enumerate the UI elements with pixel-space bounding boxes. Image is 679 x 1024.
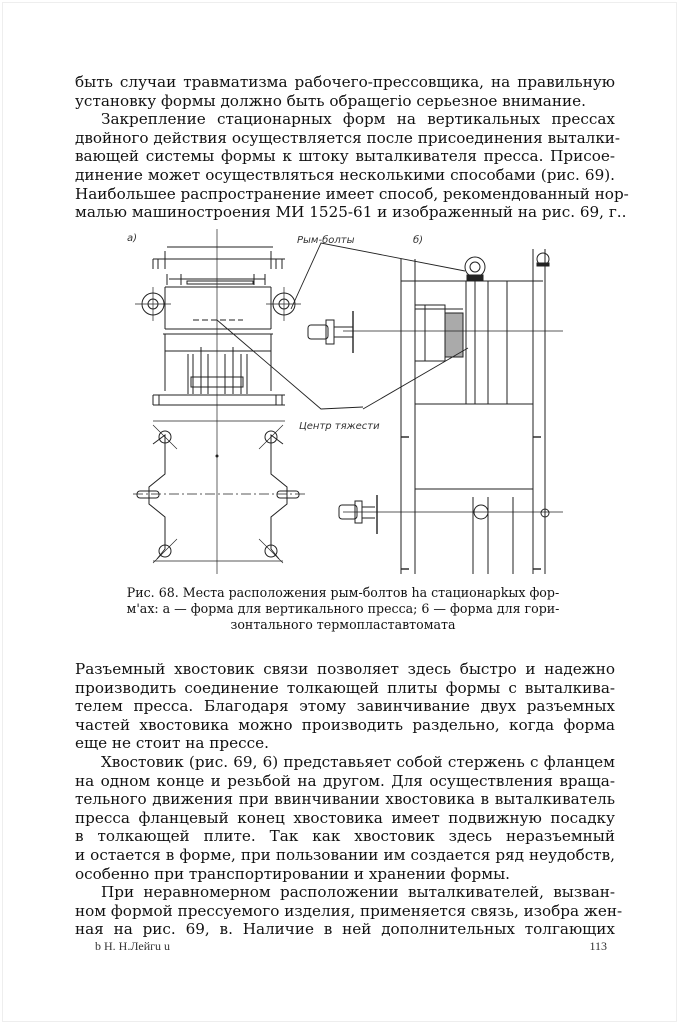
text-line: еще не стоит на прессе. xyxy=(75,734,269,753)
paragraph xyxy=(75,110,629,222)
drawing-a-plan-view xyxy=(133,421,305,563)
text-line: вающей системы формы к штоку выталкивателя пресса. Присое- xyxy=(75,147,615,166)
text-line: Хвостовик (рис. 69, 6) представьяет собой стержень с фланцем xyxy=(101,752,615,771)
text-line: особенно при транспортировании и хранении формы. xyxy=(75,864,511,883)
paragraph xyxy=(75,883,623,939)
figure-caption xyxy=(115,585,571,633)
caption-line: Рис. 68. Места расположения рым-болтов hа стационарkых фор- xyxy=(126,585,560,600)
text-line: ном формой прессуемого изделия, применяется связь, изобра жен- xyxy=(75,901,623,920)
label-center-of-gravity: Центр тяжести xyxy=(299,421,380,432)
text-line: малью машиностроения МИ 1525-61 и изображенный на рис. 69, г.. xyxy=(75,203,627,222)
page-footer xyxy=(95,939,615,955)
text-line: в толкающей плите. Так как хвостовик здесь неразъемный xyxy=(75,827,615,846)
text-line: и остается в форме, при пользовании им создается ряд неудобств, xyxy=(75,845,615,864)
bottom-text-block xyxy=(75,660,623,939)
text-line: При неравномерном расположении выталкивателей, вызван- xyxy=(101,883,615,902)
document-page xyxy=(2,2,677,1022)
paragraph xyxy=(75,73,615,110)
drawing-b-horizontal-mold xyxy=(308,249,563,574)
caption-line: м'ах: а — форма для вертикального пресса; 6 — форма для гори- xyxy=(126,601,560,616)
text-line: Разъемный хвостовик связи позволяет здесь быстро и надежно xyxy=(75,660,615,678)
text-line: установку формы должно быть обращегio серьезное внимание. xyxy=(75,91,586,110)
text-line: частей хвостовика можно производить раздельно, когда форма xyxy=(75,715,615,734)
paragraph xyxy=(75,753,615,883)
text-line: на одном конце и резьбой на другом. Для осуществления враща- xyxy=(75,771,615,790)
label-b: б) xyxy=(413,235,424,246)
text-line: тельного движения при ввинчивании хвостовика в выталкиватель xyxy=(75,790,615,809)
drawing-a-side-view xyxy=(135,229,301,574)
page-number: 113 xyxy=(589,939,607,953)
label-eyebolts: Рым-болты xyxy=(297,235,355,246)
text-line: производить соединение толкающей плиты формы с выталкива- xyxy=(75,678,615,697)
text-line: пресса фланцевый конец хвостовика имеет подвижную посадку xyxy=(75,808,615,827)
text-line: двойного действия осуществляется после присоединения выталки- xyxy=(75,128,621,147)
text-line: ная на рис. 69, в. Наличие в ней дополнительных толгающих xyxy=(75,920,615,939)
paragraph xyxy=(75,660,615,753)
text-line: Закрепление стационарных форм на вертикальных прессах xyxy=(101,110,615,129)
top-text-block xyxy=(75,73,629,222)
text-line: динение может осуществляться несколькими способами (рис. 69). xyxy=(75,165,615,184)
text-line: быть случаи травматизма рабочего-прессовщика, на правильную xyxy=(75,73,615,91)
caption-line: зонтального термопластавтомата xyxy=(230,617,456,632)
technical-drawing-figure xyxy=(113,229,573,574)
label-a: а) xyxy=(127,233,138,244)
text-line: телем пресса. Благодаря этому завинчивание двух разъемных xyxy=(75,697,615,716)
leader-lines xyxy=(217,243,468,409)
printer-signature: b Н. Н.Лейгu u xyxy=(95,939,171,953)
text-line: Наибольшее распространение имеет способ, рекомендованный нор- xyxy=(75,184,629,203)
